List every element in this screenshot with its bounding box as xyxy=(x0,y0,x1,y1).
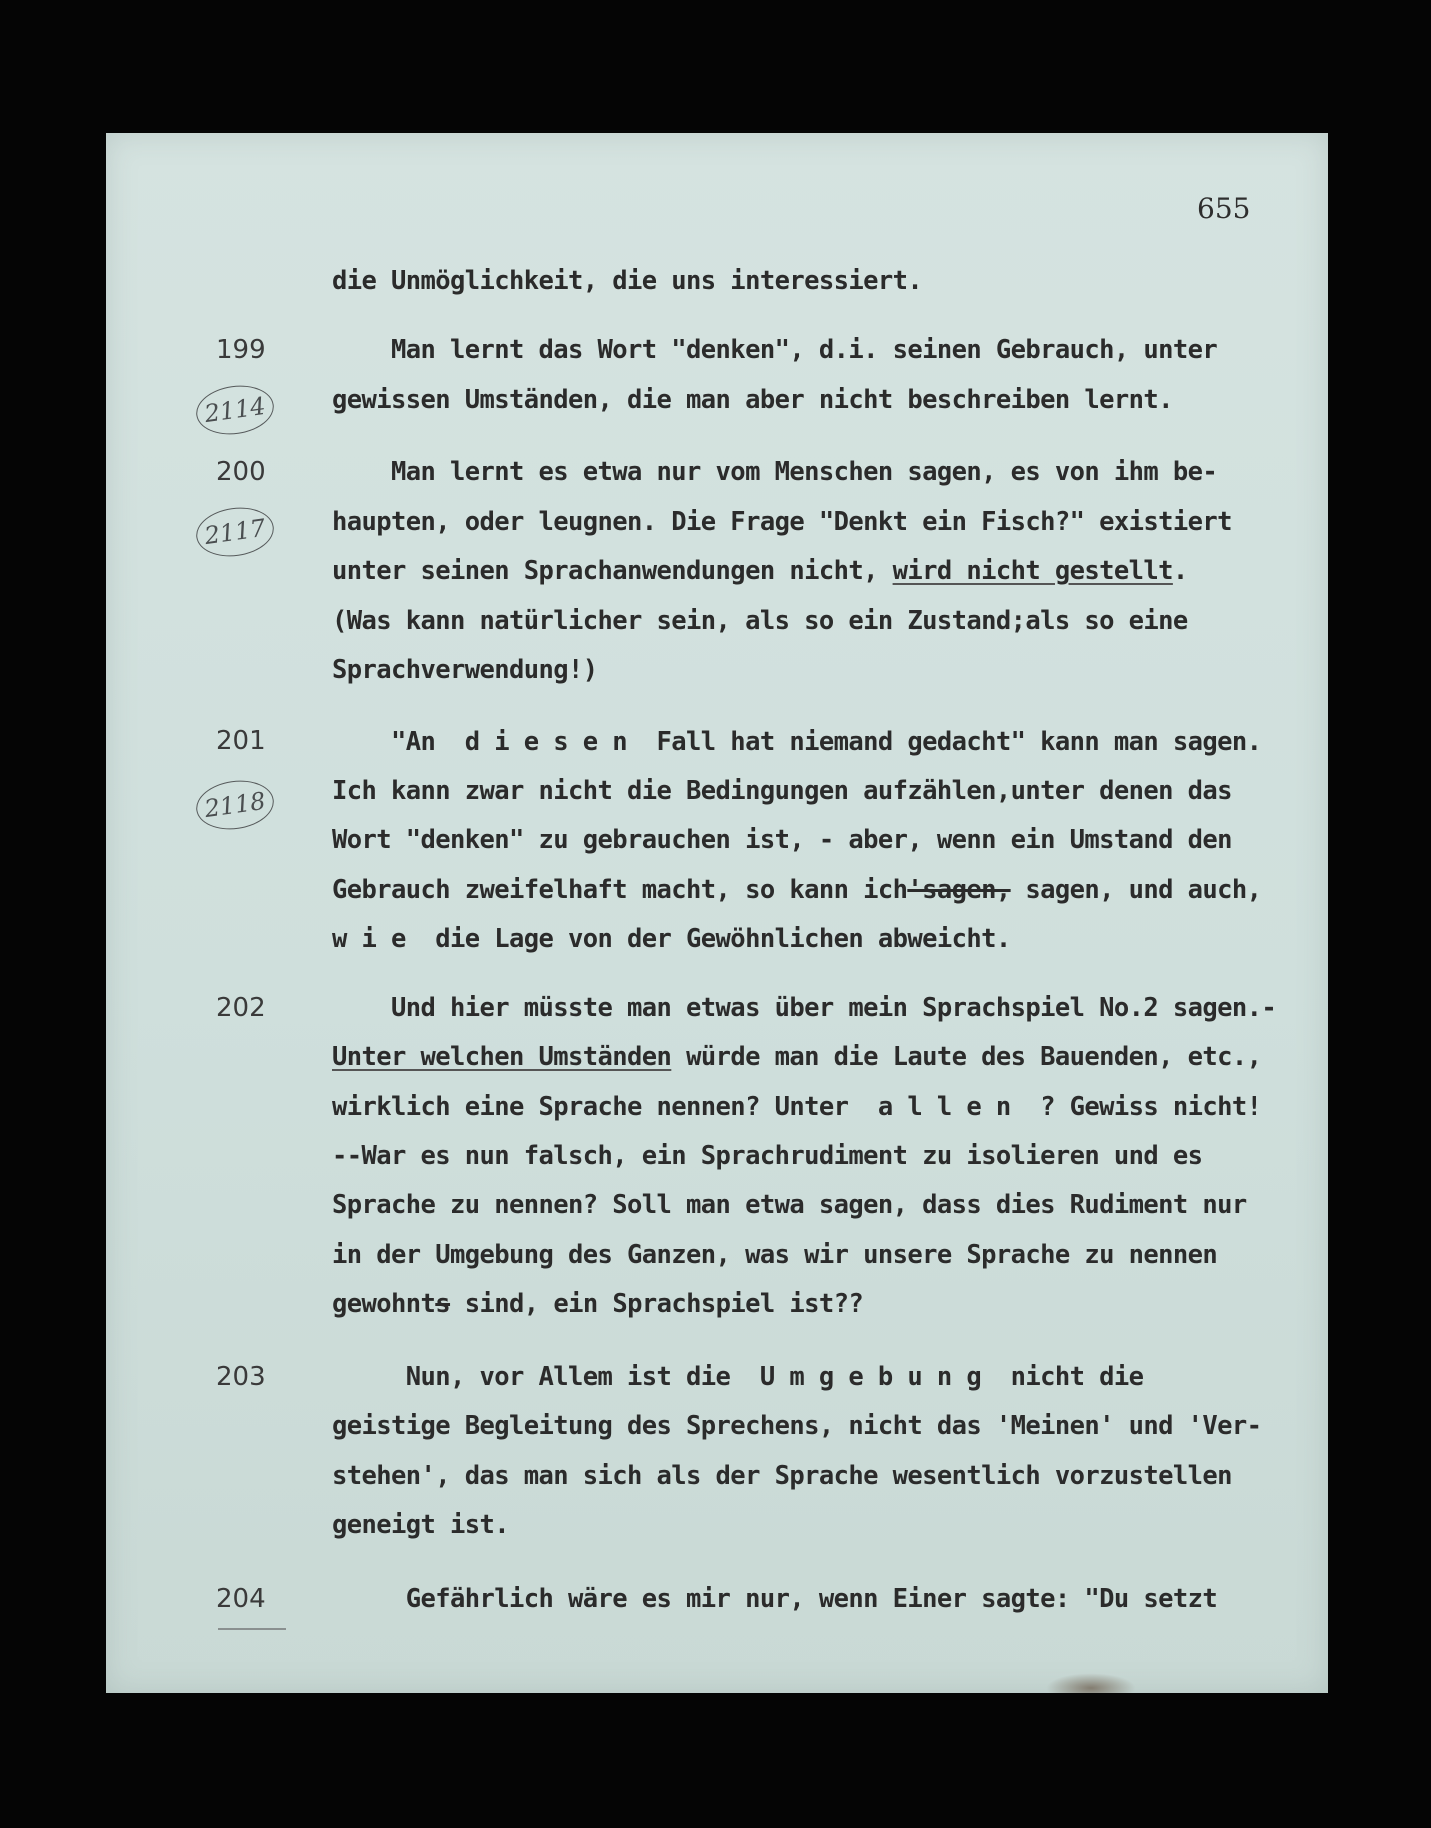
text-line: Wort "denken" zu gebrauchen ist, - aber, wenn ein Umstand den xyxy=(332,825,1232,855)
remark-number: 204 xyxy=(216,1584,266,1614)
pencil-annotation: 2117 xyxy=(193,503,277,561)
text-line: haupten, oder leugnen. Die Frage "Denkt ein Fisch?" existiert xyxy=(332,507,1232,537)
text-segment: sind, ein Sprachspiel ist?? xyxy=(450,1289,864,1319)
text-line: Gefährlich wäre es mir nur, wenn Einer sagte: "Du setzt xyxy=(332,1584,1218,1614)
text-segment: . xyxy=(1172,556,1188,586)
text-line: die Unmöglichkeit, die uns interessiert. xyxy=(332,266,923,296)
text-line: geneigt ist. xyxy=(332,1510,510,1540)
text-line: geistige Begleitung des Sprechens, nicht das 'Meinen' und 'Ver- xyxy=(332,1411,1262,1441)
text-line: Und hier müsste man etwas über mein Sprachspiel No.2 sagen.- xyxy=(332,993,1277,1023)
pencil-annotation: 2114 xyxy=(193,381,277,439)
underlined-text: Unter welchen Umständen xyxy=(332,1042,672,1072)
pencil-annotation: 2118 xyxy=(193,776,277,834)
text-line: Nun, vor Allem ist die U m g e b u n g nicht die xyxy=(332,1362,1144,1392)
text-line xyxy=(332,556,1188,586)
remark-number: 199 xyxy=(216,335,266,365)
text-line: (Was kann natürlicher sein, als so ein Zustand;als so eine xyxy=(332,606,1188,636)
page-number: 655 xyxy=(1197,192,1251,225)
remark-number: 201 xyxy=(216,726,266,756)
text-line: Sprachverwendung!) xyxy=(332,655,598,685)
remark-number: 203 xyxy=(216,1362,266,1392)
remark-number: 202 xyxy=(216,993,266,1023)
text-line xyxy=(332,875,1261,905)
underlined-text: wird nicht gestellt xyxy=(892,556,1173,586)
text-segment: würde man die Laute des Bauenden, etc., xyxy=(671,1042,1262,1072)
pencil-line xyxy=(218,1628,286,1630)
text-line: gewissen Umständen, die man aber nicht beschreiben lernt. xyxy=(332,385,1173,415)
struck-text: 'sagen, xyxy=(907,875,1011,905)
text-segment: gewohnt xyxy=(332,1289,436,1319)
typescript-page xyxy=(106,133,1328,1693)
text-segment: sagen, und auch, xyxy=(1010,875,1262,905)
text-line: in der Umgebung des Ganzen, was wir unsere Sprache zu nennen xyxy=(332,1240,1218,1270)
text-line: Man lernt es etwa nur vom Menschen sagen, es von ihm be- xyxy=(332,457,1218,487)
text-segment: Gebrauch zweifelhaft macht, so kann ich xyxy=(332,875,908,905)
text-line: wirklich eine Sprache nennen? Unter a l l e n ? Gewiss nicht! xyxy=(332,1092,1262,1122)
text-line xyxy=(332,1042,1261,1072)
text-line: --War es nun falsch, ein Sprachrudiment zu isolieren und es xyxy=(332,1141,1203,1171)
remark-number: 200 xyxy=(216,457,266,487)
text-line: Man lernt das Wort "denken", d.i. seinen Gebrauch, unter xyxy=(332,335,1218,365)
text-line xyxy=(332,1289,863,1319)
text-line: Ich kann zwar nicht die Bedingungen aufzählen,unter denen das xyxy=(332,776,1232,806)
text-line: w i e die Lage von der Gewöhnlichen abweicht. xyxy=(332,924,1011,954)
struck-text: s xyxy=(435,1289,451,1319)
text-line: "An d i e s e n Fall hat niemand gedacht" kann man sagen. xyxy=(332,727,1262,757)
text-line: Sprache zu nennen? Soll man etwa sagen, dass dies Rudiment nur xyxy=(332,1190,1247,1220)
text-segment: unter seinen Sprachanwendungen nicht, xyxy=(332,556,893,586)
text-line: stehen', das man sich als der Sprache wesentlich vorzustellen xyxy=(332,1461,1232,1491)
